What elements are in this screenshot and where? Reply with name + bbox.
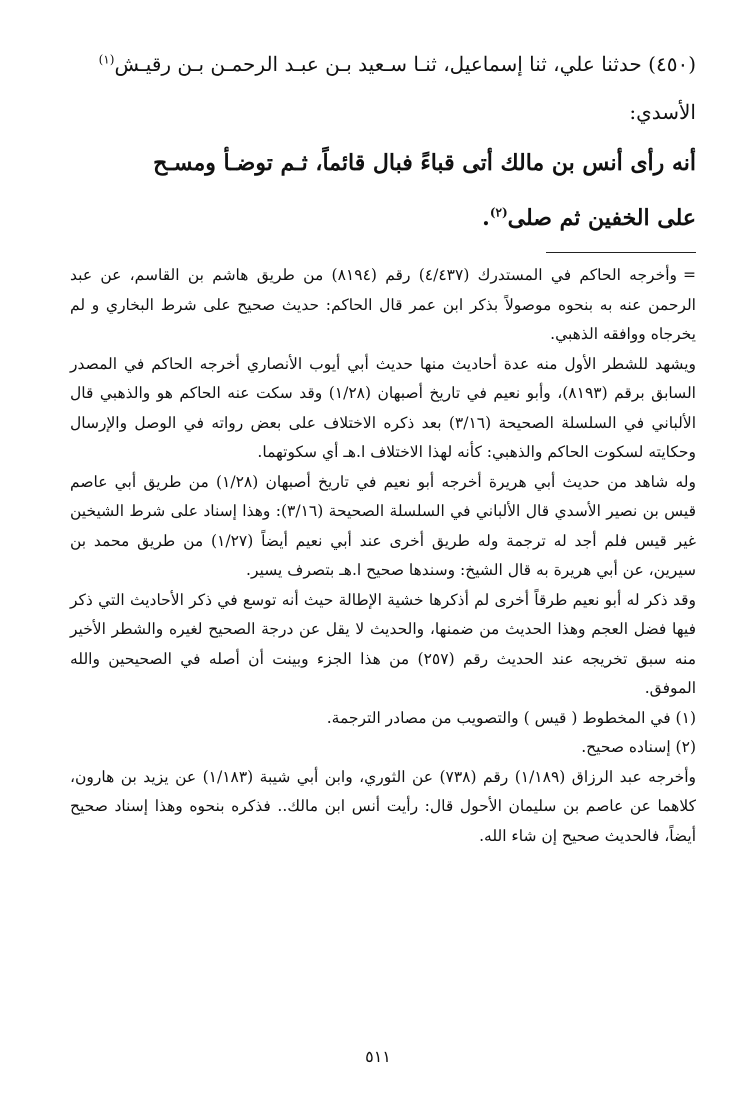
footnote-paragraph-1 (70, 261, 696, 350)
footnote-paragraph-1-text: وأخرجه الحاكم في المستدرك (٤/٤٣٧) رقم (٨١٩٤) من طريق هاشم بن القاسم، عن عبد الرحمن عنه به بنحوه موصولاً بذكر ابن عمر قال الحاكم: حديث صحيح على شرط البخاري و لم يخرجاه ووافقه الذهبي. (70, 266, 696, 343)
footnote-2-body: وأخرجه عبد الرزاق (١/١٨٩) رقم (٧٣٨) عن الثوري، وابن أبي شيبة (١/١٨٣) عن يزيد بن هارون، كلاهما عن عاصم بن سليمان الأحول قال: رأيت أنس ابن مالك.. فذكره بنحوه وهذا إسناد صحيح أيضاً، فالحديث صحيح إن شاء الله. (70, 767, 696, 845)
footnote-1: (١) في المخطوط ( قيس ) والتصويب من مصادر الترجمة. (326, 708, 696, 727)
footnote-paragraph-4: وقد ذكر له أبو نعيم طرقاً أخرى لم أذكرها خشية الإطالة حيث أنه توسع في ذكر الأحاديث التي ذكر فيها فضل العجم وهذا الحديث من ضمنها، والحديث لا يقل عن درجة الصحيح لغيره والشطر الأخير منه سبق تخريجه عند الحديث رقم (٢٥٧) من هذا الجزء وبينت أن أصله في الصحيحين والله الموفق. (70, 590, 696, 697)
footnote-separator (546, 252, 696, 253)
footnote-2-title: (٢) إسناده صحيح. (581, 738, 696, 756)
matn-footnote-ref: (٢) (489, 205, 508, 220)
main-hadith-block (70, 40, 696, 246)
hadith-number: (٤٥٠) (648, 52, 696, 76)
hadith-matn-line-2 (70, 191, 696, 246)
hadith-isnad: حدثنا علي، ثنا إسماعيل، ثنـا سـعيد بـن عبـد الرحمـن بـن رقيـش (114, 52, 642, 76)
page-number: ٥١١ (365, 1047, 391, 1066)
hadith-isnad-tail: الأسدي: (629, 100, 696, 124)
hadith-matn-line-1: أنه رأى أنس بن مالك أتى قباءً فبال قائماً، ثـم توضـأ ومسـح (153, 150, 696, 176)
isnad-footnote-ref: (١) (98, 52, 115, 67)
continuation-marker: = (682, 266, 696, 284)
footnote-paragraph-3: وله شاهد من حديث أبي هريرة أخرجه أبو نعيم في تاريخ أصبهان (١/٢٨) من طريق أبي عاصم قيس بن نصير الأسدي قال الألباني في السلسلة الصحيحة (٣/١٦): وهذا إسناد على شرط الشيخين غير قيس فلم أجد له ترجمة وله طريق أخرى عند أبي نعيم أيضاً (١/٢٧) من طريق محمد بن سيرين، عن أبي هريرة به قال الشيخ: وسندها صحيح ا.هـ بتصرف يسير. (70, 472, 696, 579)
footnote-paragraph-2: ويشهد للشطر الأول منه عدة أحاديث منها حديث أبي أيوب الأنصاري أخرجه الحاكم في المصدر السابق برقم (٨١٩٣)، وأبو نعيم في تاريخ أصبهان (١/٢٨) وقد سكت عنه الحاكم هو والذهبي قال الألباني في السلسلة الصحيحة (٣/١٦) بعد ذكره الاختلاف على بعض رواته في الوصل والإرسال وحكايته لسكوت الحاكم والذهبي: كأنه لهذا الاختلاف ا.هـ أي سكوتهما. (70, 354, 697, 461)
footnotes-block (70, 261, 696, 851)
book-page (70, 40, 696, 1040)
hadith-matn-text: على الخفين ثم صلى (507, 205, 696, 231)
hadith-isnad-line (70, 40, 696, 88)
hadith-matn-end: . (482, 205, 490, 231)
